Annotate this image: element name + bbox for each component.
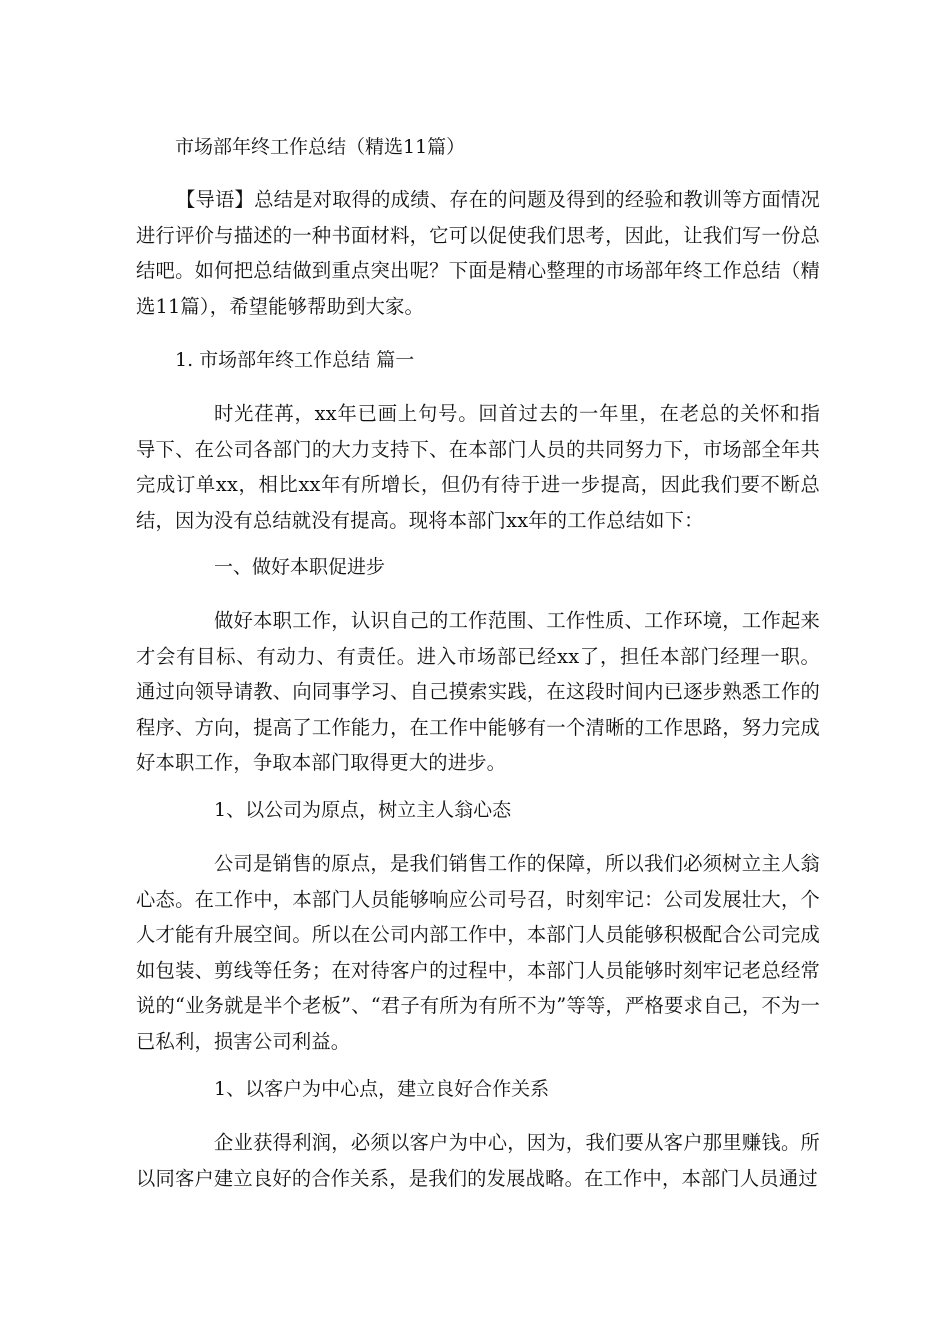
intro-paragraph: 【导语】总结是对取得的成绩、存在的问题及得到的经验和教训等方面情况进行评价与描述的一种书面材料，它可以促使我们思考，因此，让我们写一份总结吧。如何把总结做到重点突出呢？下面是精心整理的市场部年终工作总结（精选11篇），希望能够帮助到大家。	[136, 188, 820, 318]
subsection-heading: 1、以客户为中心点，建立良好合作关系	[214, 1078, 550, 1100]
body-paragraph: 做好本职工作，认识自己的工作范围、工作性质、工作环境，工作起来才会有目标、有动力、有责任。进入市场部已经xx了，担任本部门经理一职。通过向领导请教、向同事学习、自己摸索实践，在这段时间内已逐步熟悉工作的程序、方向，提高了工作能力，在工作中能够有一个清晰的工作思路，努力完成好本职工作，争取本部门取得更大的进步。	[136, 609, 820, 775]
subsection-heading: 1、以公司为原点，树立主人翁心态	[214, 799, 512, 821]
subsection-heading: 一、做好本职促进步	[214, 556, 386, 578]
body-paragraph: 时光荏苒，xx年已画上句号。回首过去的一年里，在老总的关怀和指导下、在公司各部门的大力支持下、在本部门人员的共同努力下，市场部全年共完成订单xx，相比xx年有所增长，但仍有待于进一步提高，因此我们要不断总结，因为没有总结就没有提高。现将本部门xx年的工作总结如下：	[136, 402, 820, 532]
body-paragraph: 公司是销售的原点，是我们销售工作的保障，所以我们必须树立主人翁心态。在工作中，本部门人员能够响应公司号召，时刻牢记：公司发展壮大，个人才能有升展空间。所以在公司内部工作中，本部门人员能够积极配合公司完成如包装、剪线等任务；在对待客户的过程中，本部门人员能够时刻牢记老总经常说的“业务就是半个老板”、“君子有所为有所不为”等等，严格要求自己，不为一已私利，损害公司利益。	[136, 852, 820, 1053]
section-heading: 1. 市场部年终工作总结 篇一	[175, 349, 415, 371]
body-paragraph: 企业获得利润，必须以客户为中心，因为，我们要从客户那里赚钱。所以同客户建立良好的合作关系，是我们的发展战略。在工作中，本部门人员通过	[136, 1131, 820, 1190]
document-title: 市场部年终工作总结（精选11篇）	[175, 136, 466, 158]
